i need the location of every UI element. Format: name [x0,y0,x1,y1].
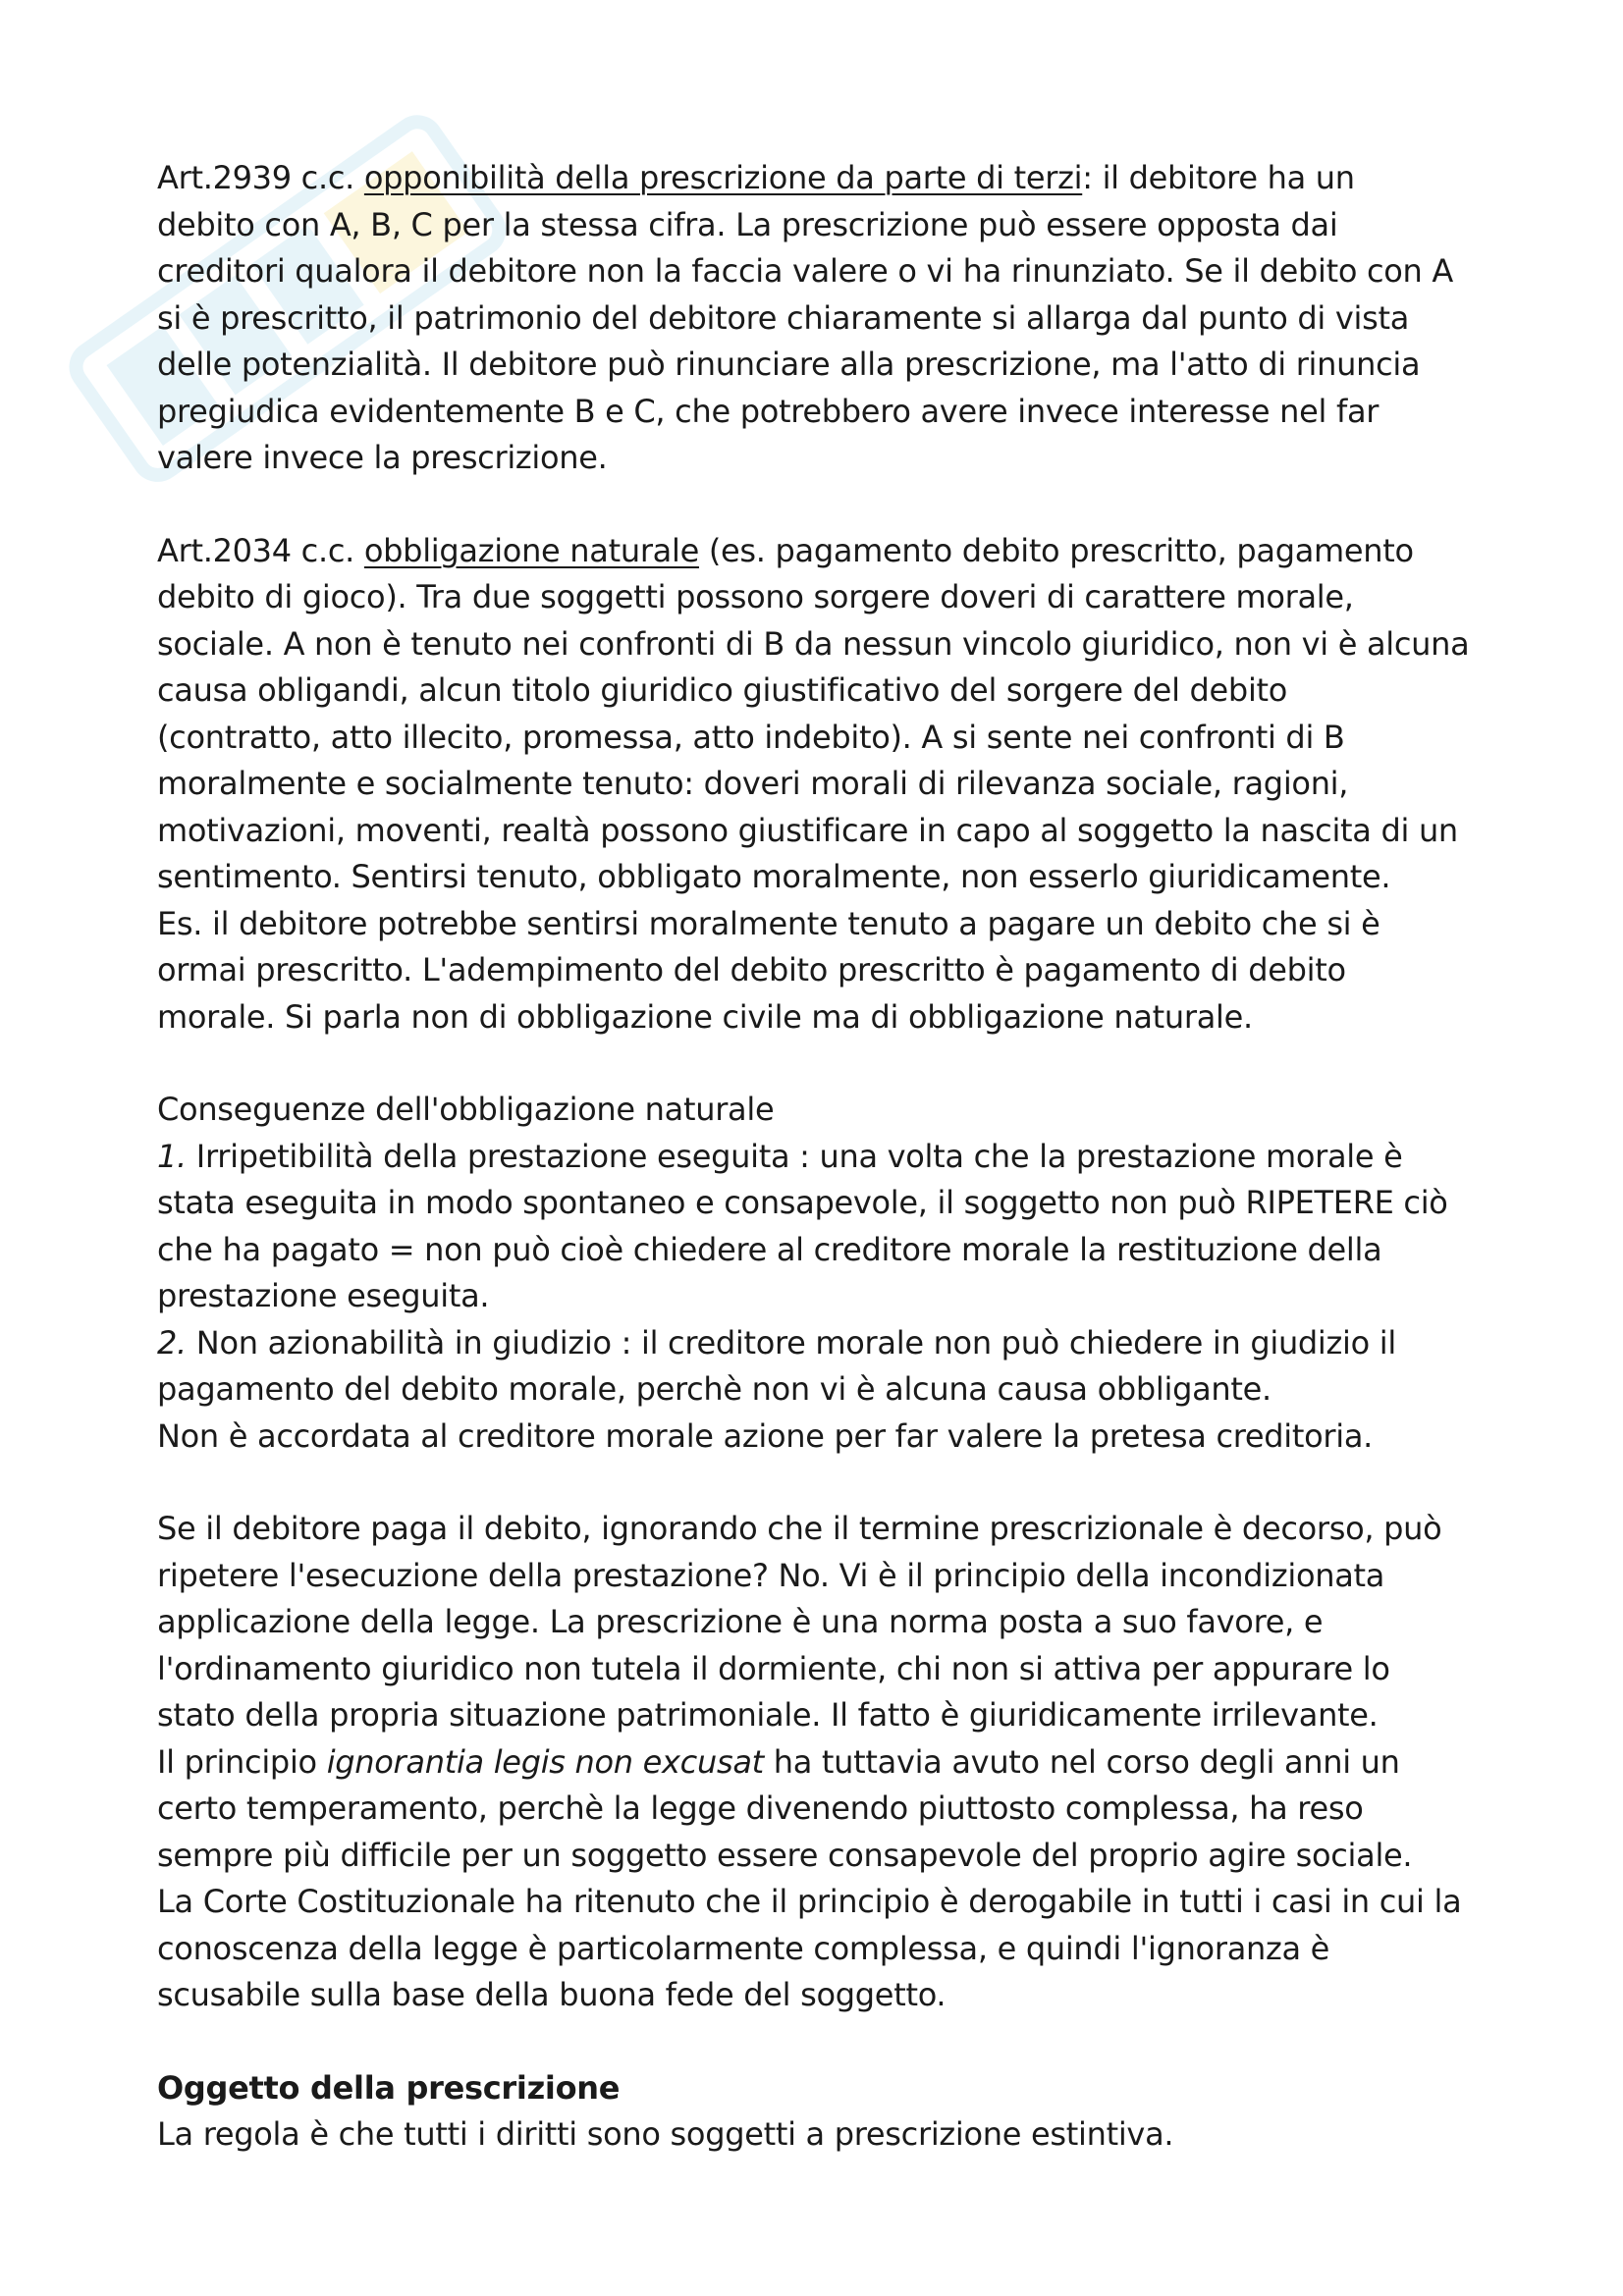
underlined-topic: opponibilità della prescrizione da parte di terzi [363,159,1083,196]
paragraph-conseguenze [157,1087,1483,1460]
text-fragment: : il debitore ha un [1082,159,1355,196]
underlined-topic: obbligazione naturale [363,531,699,569]
text-line: delle potenzialità. Il debitore può rinunciare alla prescrizione, ma l'atto di rinuncia [157,346,1421,383]
text-line: ripetere l'esecuzione della prestazione? No. Vi è il principio della incondizionata [157,1556,1385,1594]
text-line: La regola è che tutti i diritti sono soggetti a prescrizione estintiva. [157,2115,1174,2153]
text-line: creditori qualora il debitore non la faccia valere o vi ha rinunziato. Se il debito con A [157,252,1453,290]
article-ref: Art.2939 c.c. [157,159,355,196]
text-line: debito con A, B, C per la stessa cifra. La prescrizione può essere opposta dai [157,205,1338,243]
list-item [157,1320,1483,1367]
text-line: pregiudica evidentemente B e C, che potrebbero avere invece interesse nel far [157,392,1380,430]
text-line: (contratto, atto illecito, promessa, atto indebito). A si sente nei confronti di B [157,718,1345,756]
text-fragment: Non azionabilità in giudizio : il creditore morale non può chiedere in giudizio il [186,1323,1396,1362]
paragraph-ignoranza [157,1506,1483,2019]
list-number: 2. [157,1323,187,1362]
paragraph-oggetto [157,2065,1483,2159]
section-title: Conseguenze dell'obbligazione naturale [157,1091,775,1128]
text-line: motivazioni, moventi, realtà possono giustificare in capo al soggetto la nascita di un [157,811,1458,849]
text-line: conoscenza della legge è particolarmente complessa, e quindi l'ignoranza è [157,1929,1330,1967]
text-line: pagamento del debito morale, perchè non vi è alcuna causa obbligante. [157,1370,1271,1408]
text-line [157,1739,1483,1787]
text-line: prestazione eseguita. [157,1277,490,1314]
text-line: si è prescritto, il patrimonio del debitore chiaramente si allarga dal punto di vista [157,298,1410,337]
text-fragment: Il principio [157,1742,327,1781]
text-line: debito di gioco). Tra due soggetti possono sorgere doveri di carattere morale, [157,578,1354,615]
text-line: moralmente e socialmente tenuto: doveri morali di rilevanza sociale, ragioni, [157,765,1349,802]
text-line [157,155,1483,202]
text-line: Se il debitore paga il debito, ignorando che il termine prescrizionale è decorso, può [157,1510,1442,1547]
text-line: applicazione della legge. La prescrizione è una norma posta a suo favore, e [157,1603,1324,1640]
text-line: certo temperamento, perchè la legge divenendo piuttosto complessa, ha reso [157,1789,1364,1827]
list-item [157,1134,1483,1181]
text-line: l'ordinamento giuridico non tutela il dormiente, chi non si attiva per appurare lo [157,1649,1390,1687]
paragraph-art-2939 [157,155,1483,482]
paragraph-art-2034 [157,528,1483,1041]
text-line: che ha pagato = non può cioè chiedere al creditore morale la restituzione della [157,1230,1382,1268]
text-line: ormai prescritto. L'adempimento del debito prescritto è pagamento di debito [157,951,1346,988]
text-line: stata eseguita in modo spontaneo e consapevole, il soggetto non può RIPETERE ciò [157,1184,1448,1221]
text-line: scusabile sulla base della buona fede del soggetto. [157,1976,947,2013]
text-line [157,528,1483,575]
latin-maxim: ignorantia legis non excusat [326,1742,764,1781]
text-line: stato della propria situazione patrimoniale. Il fatto è giuridicamente irrilevante. [157,1696,1379,1734]
text-line: Non è accordata al creditore morale azione per far valere la pretesa creditoria. [157,1416,1374,1455]
text-line: sentimento. Sentirsi tenuto, obbligato moralmente, non esserlo giuridicamente. [157,858,1391,895]
article-ref: Art.2034 c.c. [157,531,355,569]
text-fragment: ha tuttavia avuto nel corso degli anni un [763,1742,1400,1781]
document-page [157,155,1483,2159]
text-line: valere invece la prescrizione. [157,439,608,476]
text-line: sempre più difficile per un soggetto essere consapevole del proprio agire sociale. [157,1836,1413,1874]
text-fragment: Irripetibilità della prestazione eseguita : una volta che la prestazione morale è [186,1137,1403,1175]
section-heading: Oggetto della prescrizione [157,2068,621,2107]
text-line: morale. Si parla non di obbligazione civile ma di obbligazione naturale. [157,997,1253,1036]
text-line: causa obligandi, alcun titolo giuridico giustificativo del sorgere del debito [157,671,1288,709]
text-line: sociale. A non è tenuto nei confronti di B da nessun vincolo giuridico, non vi è alcuna [157,624,1470,663]
list-number: 1. [157,1137,187,1175]
text-line: Es. il debitore potrebbe sentirsi moralmente tenuto a pagare un debito che si è [157,904,1380,942]
text-fragment: (es. pagamento debito prescritto, pagamento [698,531,1414,569]
text-line: La Corte Costituzionale ha ritenuto che il principio è derogabile in tutti i casi in cui la [157,1883,1462,1920]
